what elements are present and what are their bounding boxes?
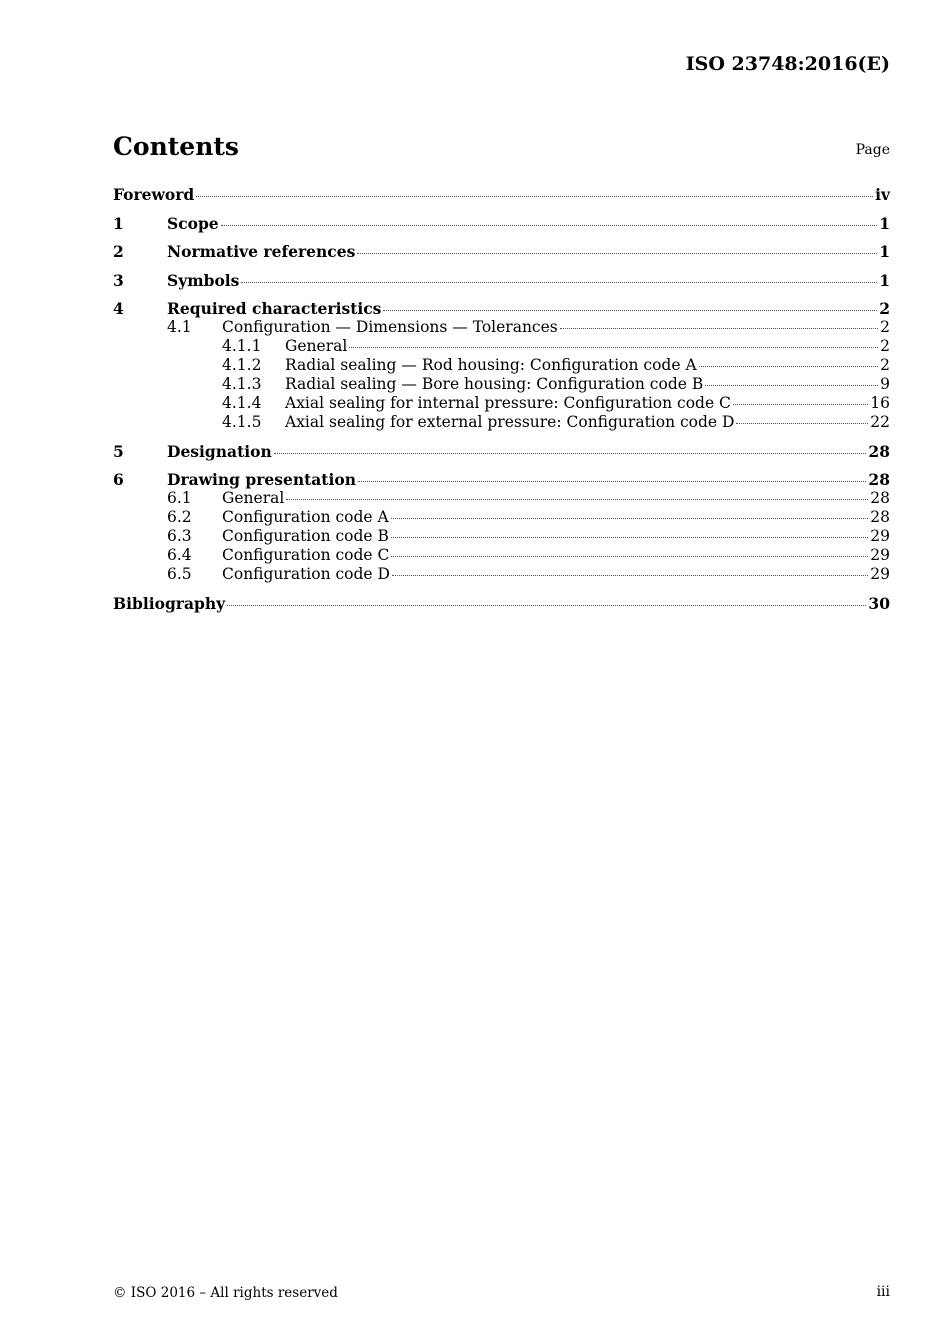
toc-entry-page: 2 bbox=[880, 337, 890, 355]
toc-entry-number: 4 bbox=[113, 299, 124, 318]
toc-entry[interactable] bbox=[113, 565, 890, 584]
toc-entry-page: 16 bbox=[870, 394, 890, 412]
table-of-contents bbox=[113, 185, 890, 613]
toc-leader-dots bbox=[286, 499, 868, 500]
toc-leader-dots bbox=[349, 347, 878, 348]
toc-entry[interactable] bbox=[113, 299, 890, 318]
toc-entry[interactable] bbox=[113, 375, 890, 394]
toc-entry[interactable] bbox=[113, 470, 890, 489]
toc-entry[interactable] bbox=[113, 442, 890, 461]
toc-entry[interactable] bbox=[113, 214, 890, 233]
toc-entry-title: Bibliography bbox=[113, 593, 226, 613]
toc-entry-page: 1 bbox=[879, 270, 890, 290]
toc-entry-page: 2 bbox=[880, 356, 890, 374]
toc-entry[interactable] bbox=[113, 185, 890, 204]
toc-entry-title: Configuration code D bbox=[222, 565, 390, 583]
toc-entry-title: Axial sealing for internal pressure: Configuration code C bbox=[285, 394, 731, 412]
toc-entry-page: 29 bbox=[870, 565, 890, 583]
toc-leader-dots bbox=[391, 518, 869, 519]
toc-entry-page: 29 bbox=[870, 546, 890, 564]
footer-page-number: iii bbox=[876, 1284, 890, 1300]
toc-entry-number: 6 bbox=[113, 470, 124, 489]
toc-entry-number: 2 bbox=[113, 242, 124, 261]
toc-entry-title: Symbols bbox=[167, 270, 240, 290]
page-title: Contents bbox=[113, 132, 240, 161]
toc-entry[interactable] bbox=[113, 546, 890, 565]
toc-entry-title: General bbox=[285, 337, 348, 355]
toc-entry-title: Axial sealing for external pressure: Configuration code D bbox=[285, 413, 735, 431]
toc-leader-dots bbox=[241, 282, 877, 283]
toc-entry[interactable] bbox=[113, 594, 890, 613]
toc-entry-title: Designation bbox=[167, 441, 272, 461]
document-id: ISO 23748:2016(E) bbox=[685, 53, 890, 75]
toc-leader-dots bbox=[383, 310, 877, 311]
toc-entry[interactable] bbox=[113, 394, 890, 413]
toc-entry[interactable] bbox=[113, 489, 890, 508]
toc-leader-dots bbox=[391, 537, 868, 538]
toc-entry-title: General bbox=[222, 489, 285, 507]
toc-entry-title: Required characteristics bbox=[167, 299, 382, 318]
page-column-label: Page bbox=[855, 142, 890, 158]
toc-entry-page: 28 bbox=[870, 489, 890, 507]
toc-leader-dots bbox=[391, 556, 868, 557]
toc-entry-number: 6.3 bbox=[167, 527, 192, 545]
toc-entry-page: 22 bbox=[870, 413, 890, 431]
toc-leader-dots bbox=[560, 328, 878, 329]
toc-entry-title: Foreword bbox=[113, 185, 195, 204]
footer-copyright: © ISO 2016 – All rights reserved bbox=[113, 1285, 338, 1301]
toc-entry-page: 29 bbox=[870, 527, 890, 545]
toc-entry[interactable] bbox=[113, 242, 890, 261]
toc-leader-dots bbox=[733, 404, 868, 405]
toc-entry-page: 30 bbox=[868, 593, 890, 613]
toc-leader-dots bbox=[392, 575, 868, 576]
toc-entry[interactable] bbox=[113, 356, 890, 375]
toc-entry[interactable] bbox=[113, 271, 890, 290]
toc-entry-page: 9 bbox=[880, 375, 890, 393]
toc-leader-dots bbox=[196, 196, 873, 197]
toc-leader-dots bbox=[699, 366, 878, 367]
toc-entry-number: 4.1 bbox=[167, 318, 192, 336]
toc-entry-title: Drawing presentation bbox=[167, 470, 356, 489]
toc-entry-title: Scope bbox=[167, 213, 219, 233]
toc-leader-dots bbox=[274, 453, 867, 454]
toc-entry-title: Radial sealing — Bore housing: Configuration code B bbox=[285, 375, 704, 393]
toc-entry[interactable] bbox=[113, 527, 890, 546]
toc-leader-dots bbox=[358, 481, 866, 482]
toc-entry-number: 6.5 bbox=[167, 565, 192, 583]
toc-leader-dots bbox=[227, 605, 866, 606]
toc-entry-number: 3 bbox=[113, 270, 124, 290]
toc-entry-number: 4.1.5 bbox=[222, 413, 262, 431]
toc-leader-dots bbox=[357, 253, 877, 254]
toc-entry-title: Configuration code A bbox=[222, 508, 389, 526]
toc-entry-page: 1 bbox=[879, 213, 890, 233]
toc-entry-page: 2 bbox=[879, 299, 890, 318]
toc-entry-number: 4.1.3 bbox=[222, 375, 262, 393]
toc-entry-title: Configuration code B bbox=[222, 527, 389, 545]
toc-entry[interactable] bbox=[113, 508, 890, 527]
toc-entry-page: 2 bbox=[880, 318, 890, 336]
toc-entry-title: Configuration code C bbox=[222, 546, 390, 564]
toc-leader-dots bbox=[221, 225, 878, 226]
toc-entry[interactable] bbox=[113, 337, 890, 356]
toc-entry-page: 1 bbox=[879, 242, 890, 261]
toc-entry-number: 4.1.4 bbox=[222, 394, 262, 412]
toc-entry-title: Configuration — Dimensions — Tolerances bbox=[222, 318, 558, 336]
toc-entry-number: 6.1 bbox=[167, 489, 192, 507]
toc-entry-page: iv bbox=[875, 185, 890, 204]
toc-entry[interactable] bbox=[113, 318, 890, 337]
toc-leader-dots bbox=[736, 423, 868, 424]
toc-entry-number: 1 bbox=[113, 213, 124, 233]
toc-entry-title: Radial sealing — Rod housing: Configuration code A bbox=[285, 356, 697, 374]
toc-entry-page: 28 bbox=[868, 470, 890, 489]
toc-entry-number: 6.4 bbox=[167, 546, 192, 564]
toc-entry-title: Normative references bbox=[167, 242, 356, 261]
toc-entry-number: 5 bbox=[113, 441, 124, 461]
toc-entry-page: 28 bbox=[870, 508, 890, 526]
toc-entry-number: 6.2 bbox=[167, 508, 192, 526]
toc-entry-number: 4.1.2 bbox=[222, 356, 262, 374]
toc-entry-number: 4.1.1 bbox=[222, 337, 262, 355]
toc-leader-dots bbox=[705, 385, 878, 386]
toc-entry[interactable] bbox=[113, 413, 890, 432]
toc-entry-page: 28 bbox=[868, 441, 890, 461]
